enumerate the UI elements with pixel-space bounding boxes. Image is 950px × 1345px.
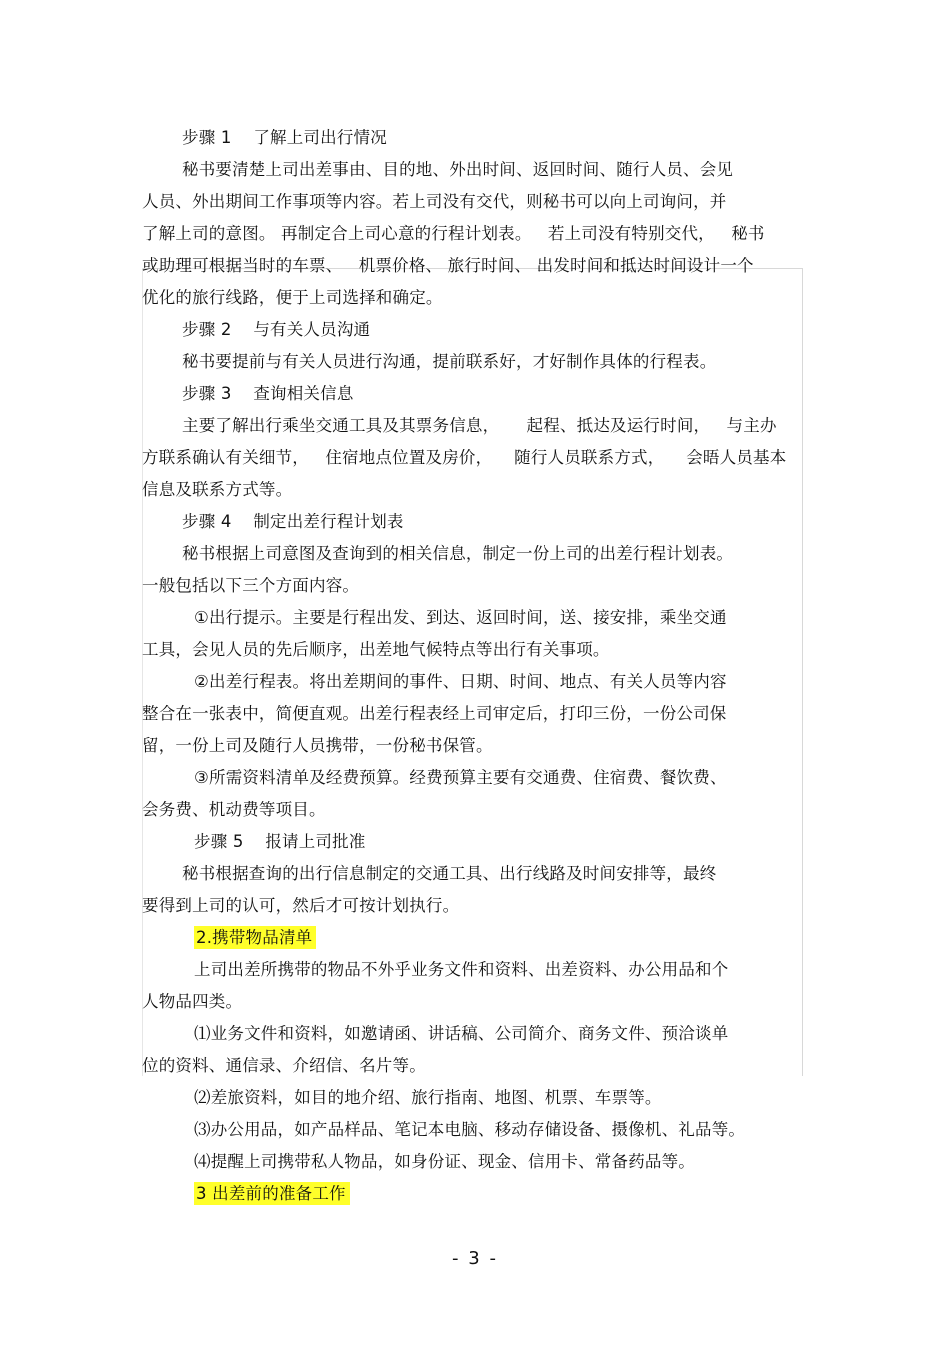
list-item-line: ③所需资料清单及经费预算。经费预算主要有交通费、住宿费、餐饮费、 — [194, 768, 727, 787]
step-5-heading: 步骤 5 报请上司批准 — [194, 832, 366, 851]
paragraph-line: 要得到上司的认可，然后才可按计划执行。 — [142, 896, 460, 915]
paragraph-line: 秘书根据上司意图及查询到的相关信息，制定一份上司的出差行程计划表。 — [182, 544, 734, 563]
paragraph-line: 会务费、机动费等项目。 — [142, 800, 326, 819]
step-3-heading: 步骤 3 查询相关信息 — [182, 384, 354, 403]
paragraph-line: 整合在一张表中，简便直观。出差行程表经上司审定后，打印三份，一份公司保 — [142, 704, 727, 723]
section-3-heading — [194, 1183, 859, 1205]
paragraph-line: 信息及联系方式等。 — [142, 480, 293, 499]
paragraph-line: 了解上司的意图。 再制定合上司心意的行程计划表。 若上司没有特别交代， 秘书 — [142, 224, 765, 243]
paragraph-line: 上司出差所携带的物品不外乎业务文件和资料、出差资料、办公用品和个 — [194, 960, 729, 979]
paragraph-line: 留，一份上司及随行人员携带，一份秘书保管。 — [142, 736, 493, 755]
paragraph-line: 人员、外出期间工作事项等内容。若上司没有交代，则秘书可以向上司询问，并 — [142, 192, 727, 211]
paragraph-line: 秘书要清楚上司出差事由、目的地、外出时间、返回时间、随行人员、会见 — [182, 160, 734, 179]
paragraph-line: 方联系确认有关细节， 住宿地点位置及房价， 随行人员联系方式， 会晤人员基本 — [142, 448, 787, 467]
list-item-line: ⑵差旅资料，如目的地介绍、旅行指南、地图、机票、车票等。 — [194, 1088, 662, 1107]
highlighted-heading: 2.携带物品清单 — [194, 926, 316, 949]
paragraph-line: 一般包括以下三个方面内容。 — [142, 576, 360, 595]
paragraph-line: 主要了解出行乘坐交通工具及其票务信息， 起程、抵达及运行时间， 与主办 — [182, 416, 777, 435]
paragraph-line: 秘书根据查询的出行信息制定的交通工具、出行线路及时间安排等，最终 — [182, 864, 717, 883]
step-2-heading: 步骤 2 与有关人员沟通 — [182, 320, 371, 339]
list-item-line: ⑴业务文件和资料，如邀请函、讲话稿、公司简介、商务文件、预洽谈单 — [194, 1024, 729, 1043]
paragraph-line: 人物品四类。 — [142, 992, 243, 1011]
list-item-line: ⑷提醒上司携带私人物品，如身份证、现金、信用卡、常备药品等。 — [194, 1152, 695, 1171]
section-2-heading — [194, 927, 859, 949]
frame-left-border — [142, 268, 143, 1076]
page-number: - 3 - — [452, 1248, 498, 1269]
paragraph-line: 工具，会见人员的先后顺序，出差地气候特点等出行有关事项。 — [142, 640, 610, 659]
list-item-line: ①出行提示。主要是行程出发、到达、返回时间，送、接安排，乘坐交通 — [194, 608, 727, 627]
list-item-line: ②出差行程表。将出差期间的事件、日期、时间、地点、有关人员等内容 — [194, 672, 727, 691]
step-1-heading: 步骤 1 了解上司出行情况 — [182, 128, 387, 147]
list-item-line: ⑶办公用品，如产品样品、笔记本电脑、移动存储设备、摄像机、礼品等。 — [194, 1120, 746, 1139]
highlighted-heading: 3 出差前的准备工作 — [194, 1182, 350, 1205]
paragraph-line: 位的资料、通信录、介绍信、名片等。 — [142, 1056, 426, 1075]
paragraph-line: 或助理可根据当时的车票、 机票价格、 旅行时间、 出发时间和抵达时间设计一个 — [142, 256, 754, 275]
step-4-heading: 步骤 4 制定出差行程计划表 — [182, 512, 404, 531]
paragraph-line: 秘书要提前与有关人员进行沟通，提前联系好，才好制作具体的行程表。 — [182, 352, 717, 371]
paragraph-line: 优化的旅行线路，便于上司选择和确定。 — [142, 288, 443, 307]
